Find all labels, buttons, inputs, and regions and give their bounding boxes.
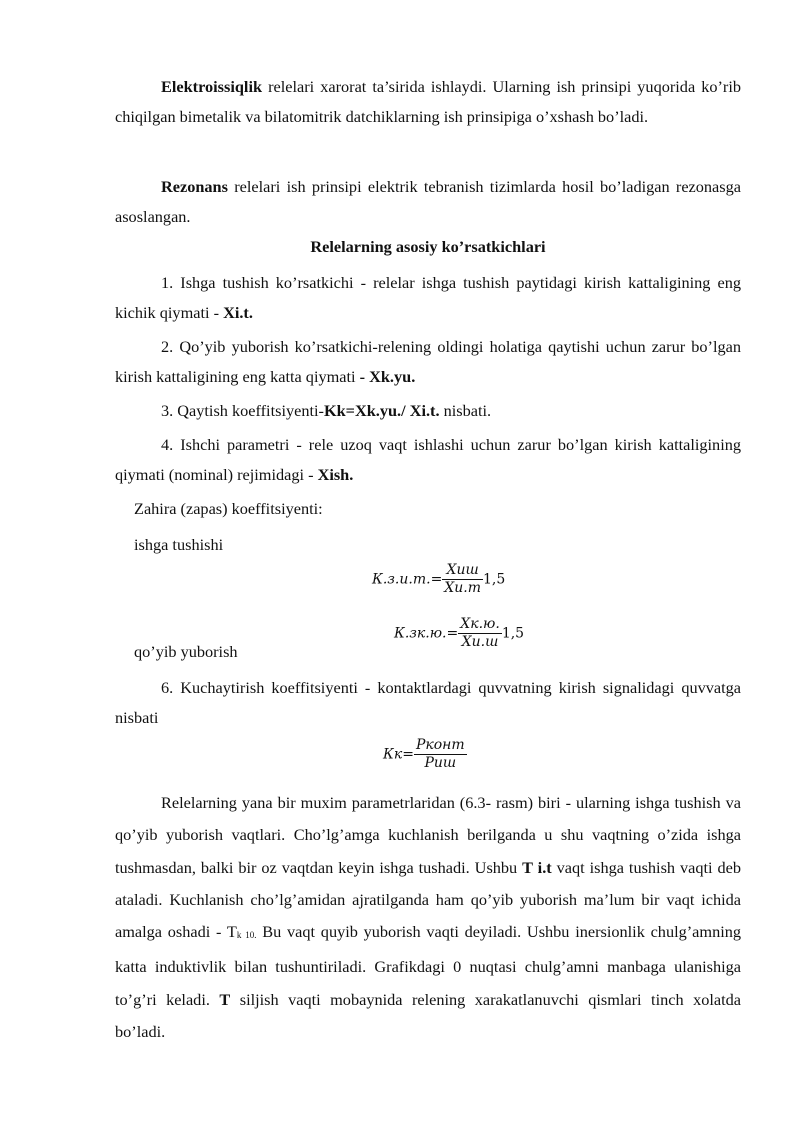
- item-symbol: Xi.t.: [223, 303, 253, 322]
- fraction-denominator: Хи.ш: [461, 634, 499, 650]
- subscript: k 10.: [236, 930, 257, 941]
- paragraph-text: relelari ish prinsipi elektrik tebranish tizimlarda hosil bo’ladigan rezonasga asoslangan.: [115, 177, 741, 226]
- fraction-numerator: Хиш: [442, 562, 483, 580]
- symbol-tit: T i.t: [522, 857, 552, 877]
- zahira-label: Zahira (zapas) koeffitsiyenti:: [134, 499, 323, 518]
- paragraph-text: Relelarning yana bir muxim parametrlaridan (6.3- rasm) biri - ularning ishga tushish va qo’yib yuborish vaqtlari. Cho’lg’amga kuchlanish berilganda u shu vaqtning o’zida ishga tushmasdan, balki bir oz vaqtdan keyin ishga tushadi. Ushbu: [115, 793, 741, 877]
- formula-lhs: К.з.и.т.=: [372, 571, 443, 588]
- ishga-tushishi-label: ishga tushishi: [134, 535, 224, 554]
- list-item-4: [115, 430, 741, 490]
- item-text: 1. Ishga tushish ko’rsatkichi - relelar ishga tushish paytidagi kirish kattaligining eng kichik qiymati -: [115, 273, 741, 322]
- fraction-numerator: Хк.ю.: [460, 616, 500, 632]
- formula-fraction: [442, 562, 483, 597]
- heading-text: Relelarning asosiy ko’rsatkichlari: [310, 237, 546, 256]
- item-text: nisbati.: [439, 401, 492, 420]
- formula-rhs: 1,5: [483, 571, 506, 588]
- item-formula: Kk=Xk.yu./ Xi.t.: [323, 401, 440, 420]
- formula-lhs: К.зк.ю.=: [394, 625, 459, 642]
- fraction-denominator: Риш: [424, 755, 457, 771]
- item-text: 2. Qo’yib yuborish ko’rsatkichi-relening oldingi holatiga qaytishi uchun zarur bo’lgan kirish kattaligining eng katta qiymati: [115, 337, 741, 386]
- formula-lhs: Кк=: [383, 746, 414, 763]
- formula-ishga-tushish: [372, 562, 505, 597]
- paragraph-text: siljish vaqti mobaynida relening xarakatlanuvchi qismlari tinch xolatda bo’ladi.: [115, 989, 741, 1042]
- list-item-2: [115, 332, 741, 392]
- qoyib-yuborish-label: qo’yib yuborish: [134, 642, 238, 661]
- item-symbol: Xish.: [317, 465, 354, 484]
- paragraph-text: relelari xarorat ta’sirida ishlaydi. Ularning ish prinsipi yuqorida ko’rib chiqilgan bimetalik va bilatomitrik datchiklarning ish prinsipiga o’xshash bo’ladi.: [115, 77, 741, 126]
- fraction-denominator: Хи.т: [444, 580, 482, 596]
- list-item-6: 6. Kuchaytirish koeffitsiyenti - kontaktlardagi quvvatning kirish signalidagi quvvatga nisbati: [115, 678, 741, 727]
- paragraph-text: Bu vaqt quyib yuborish vaqti deyiladi. Ushbu inersionlik chulg’amning katta induktivlik bilan tushuntiriladi. Grafikdagi 0 nuqtasi chulg’amni manbaga ulanishiga to’g’ri keladi.: [115, 922, 742, 1009]
- symbol-t: T: [219, 989, 231, 1009]
- list-item-3: [115, 396, 741, 426]
- list-item-1: [115, 268, 741, 328]
- term-rezonans: Rezonans: [161, 177, 228, 196]
- formula-kuchaytirish: [383, 737, 467, 772]
- item-symbol: - Xk.yu.: [359, 367, 416, 386]
- fraction-numerator: Рконт: [415, 737, 465, 753]
- section-heading: [115, 232, 741, 262]
- paragraph-vaqtlari: [115, 787, 741, 1048]
- item-text: 4. Ishchi parametri - rele uzoq vaqt ishlashi uchun zarur bo’lgan kirish kattaligining qiymati (nominal) rejimidagi -: [115, 435, 741, 484]
- formula-rhs: 1,5: [501, 625, 525, 642]
- item-text: 3. Qaytish koeffitsiyenti-: [161, 401, 324, 420]
- paragraph-elektroissiqlik: [115, 72, 741, 132]
- paragraph-text: vaqt ishga tushish vaqti deb ataladi. Kuchlanish cho’lg’amidan ajratilganda ham qo’yib yuborish ma’lum bir vaqt ichida amalga oshadi - T: [115, 857, 742, 942]
- formula-fraction: [414, 737, 467, 772]
- term-elektroissiqlik: Elektroissiqlik: [161, 77, 263, 96]
- paragraph-rezonans: [115, 172, 741, 232]
